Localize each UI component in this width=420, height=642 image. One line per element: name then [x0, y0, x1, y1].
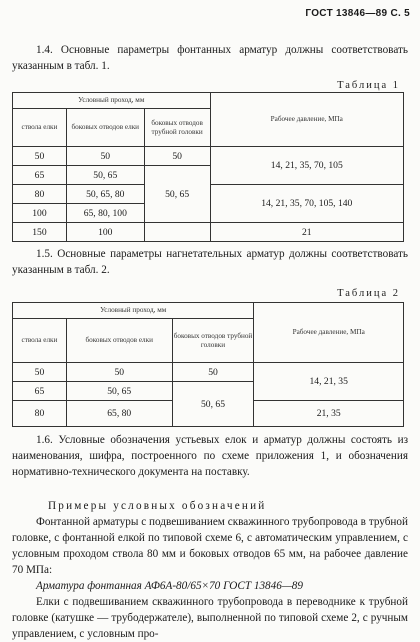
table2-col-trunk: ствола елки	[13, 319, 67, 363]
cell: 80	[13, 401, 67, 427]
table-row	[13, 223, 404, 242]
examples-heading: Примеры условных обозначений	[48, 500, 267, 512]
cell: 21	[210, 223, 403, 242]
table2-col-pressure: Рабочее давление, МПа	[254, 303, 404, 363]
cell: 50	[172, 363, 254, 382]
cell: 50, 65	[172, 382, 254, 427]
table2-col-tubing: боковых отводов трубной головки	[172, 319, 254, 363]
page-header: ГОСТ 13846—89 С. 5	[305, 8, 410, 19]
cell: 100	[66, 223, 144, 242]
cell: 50	[13, 363, 67, 382]
cell: 50, 65	[66, 166, 144, 185]
table1-caption: Таблица 1	[337, 80, 400, 91]
table1-col-tubing: боковых отводов трубной головки	[144, 109, 210, 147]
table-1	[12, 92, 404, 242]
cell: 150	[13, 223, 67, 242]
cell: 21, 35	[254, 401, 404, 427]
cell	[144, 223, 210, 242]
table1-col-pressure: Рабочее давление, МПа	[210, 93, 403, 147]
cell: 14, 21, 35	[254, 363, 404, 401]
table2-col-side: боковых отводов елки	[66, 319, 172, 363]
table1-col-trunk: ствола елки	[13, 109, 67, 147]
table-2	[12, 302, 404, 427]
cell: 50	[66, 147, 144, 166]
cell: 14, 21, 35, 70, 105	[210, 147, 403, 185]
cell: 65	[13, 166, 67, 185]
cell: 50	[144, 147, 210, 166]
table-row	[13, 363, 404, 382]
table1-col-side: боковых отводов елки	[66, 109, 144, 147]
cell: 65, 80	[66, 401, 172, 427]
table2-group-header: Условный проход, мм	[13, 303, 254, 319]
table-row	[13, 147, 404, 166]
example-2-text: Елки с подвешиванием скважинного трубопровода в переводнике к трубной головке (катушке — трубодержателе), выполненной по типовой схеме 2, с ручным управлением, с условным про-	[12, 596, 408, 640]
example-1-text: Фонтанной арматуры с подвешиванием скважинного трубопровода в трубной головке, с фонтанной елкой по типовой схеме 6, с автоматическим управлением, с условным проходом ствола 80 мм и боковых отводов 65 мм, на рабочее давление 70 МПа:	[12, 516, 408, 576]
cell: 14, 21, 35, 70, 105, 140	[210, 185, 403, 223]
paragraph-1-5: 1.5. Основные параметры нагнетательных арматур должны соответствовать указанным в табл. 2.	[12, 248, 408, 276]
cell: 50, 65	[144, 166, 210, 223]
cell: 50, 65, 80	[66, 185, 144, 204]
table1-group-header: Условный проход, мм	[13, 93, 211, 109]
cell: 100	[13, 204, 67, 223]
table2-caption: Таблица 2	[337, 288, 400, 299]
example-1-code: Арматура фонтанная АФ6А-80/65×70 ГОСТ 13846—89	[36, 580, 303, 592]
cell: 65	[13, 382, 67, 401]
cell: 50	[13, 147, 67, 166]
paragraph-1-6: 1.6. Условные обозначения устьевых елок и арматур должны состоять из наименования, шифра, построенного по схеме приложения 1, и обозначения нормативно-технического документа на поставку.	[12, 434, 408, 478]
cell: 50, 65	[66, 382, 172, 401]
cell: 50	[66, 363, 172, 382]
cell: 80	[13, 185, 67, 204]
paragraph-1-4: 1.4. Основные параметры фонтанных арматур должны соответствовать указанным в табл. 1.	[12, 44, 408, 72]
cell: 65, 80, 100	[66, 204, 144, 223]
